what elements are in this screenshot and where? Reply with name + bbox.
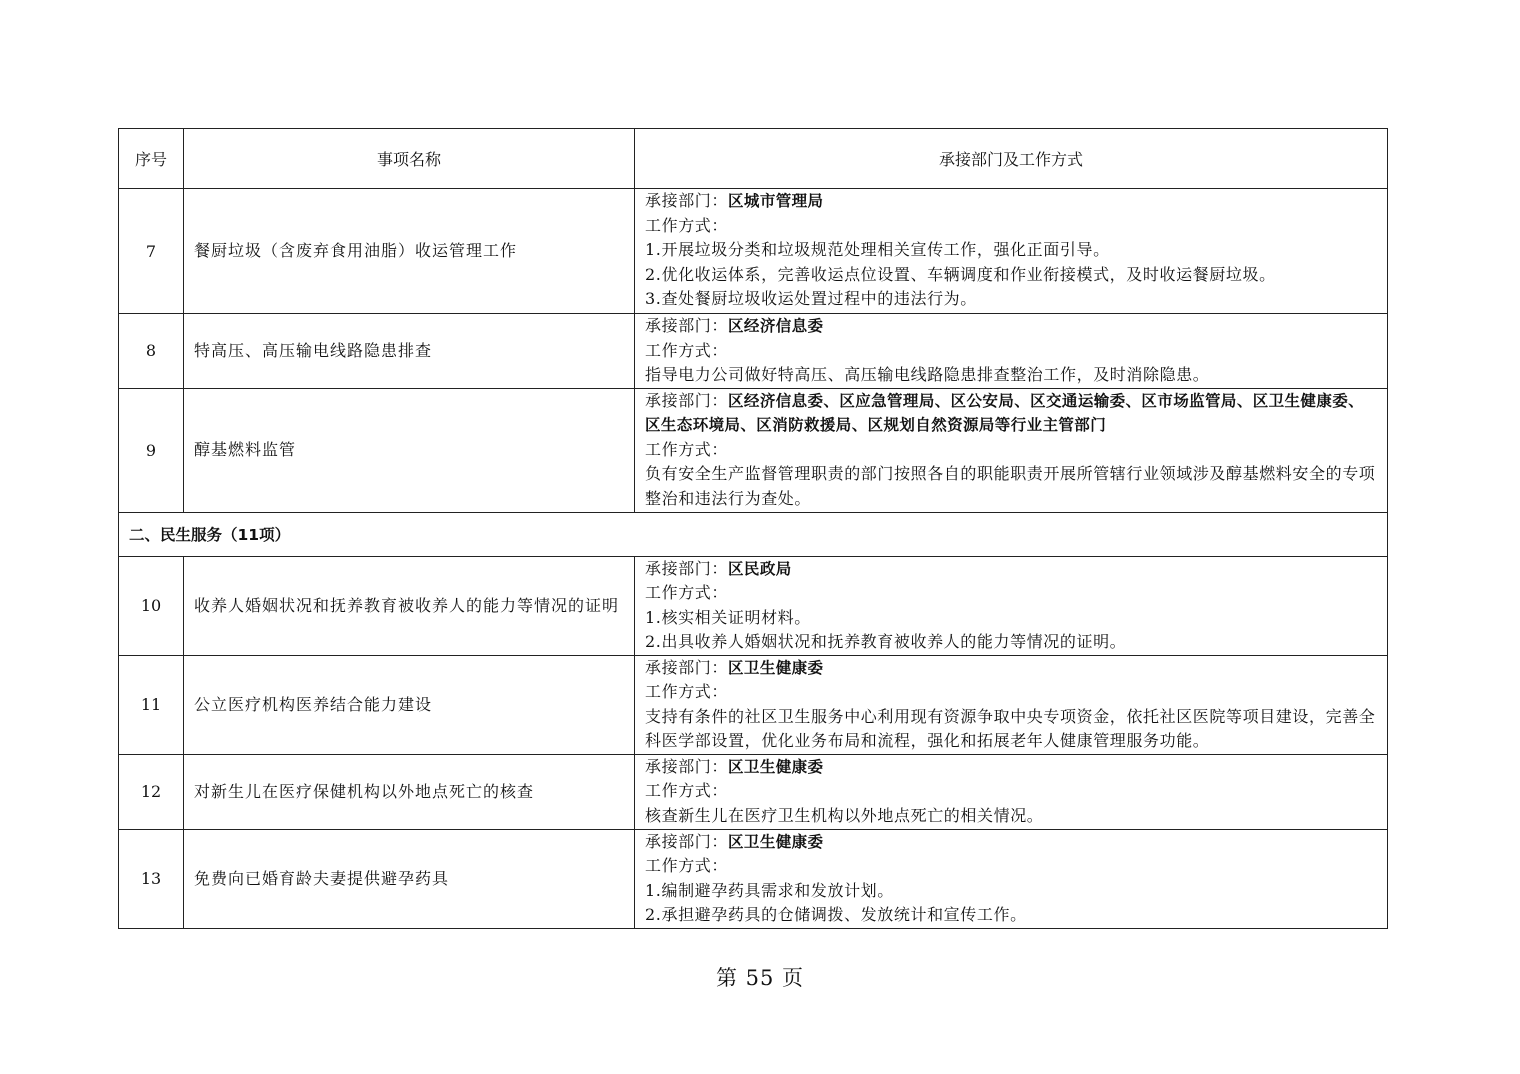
table-row xyxy=(119,314,1388,389)
row-name: 餐厨垃圾（含废弃食用油脂）收运管理工作 xyxy=(184,189,635,314)
row-seq: 8 xyxy=(119,314,184,389)
method-item: 支持有条件的社区卫生服务中心利用现有资源争取中央专项资金，依托社区医院等项目建设，完善全科医学部设置，优化业务布局和流程，强化和拓展老年人健康管理服务功能。 xyxy=(645,706,1376,750)
row-seq: 11 xyxy=(119,655,184,754)
method-item: 核查新生儿在医疗卫生机构以外地点死亡的相关情况。 xyxy=(645,805,1044,825)
method-item: 1.开展垃圾分类和垃圾规范处理相关宣传工作，强化正面引导。 xyxy=(645,240,1110,259)
method-item: 2.出具收养人婚姻状况和抚养教育被收养人的能力等情况的证明。 xyxy=(645,632,1127,651)
dept-label: 承接部门： xyxy=(645,558,729,578)
method-label: 工作方式： xyxy=(645,856,729,875)
header-dept: 承接部门及工作方式 xyxy=(635,129,1388,189)
table-row xyxy=(119,388,1388,512)
method-item: 负有安全生产监督管理职责的部门按照各自的职能职责开展所管辖行业领域涉及醇基燃料安全的专项整治和违法行为查处。 xyxy=(645,464,1376,508)
table-row xyxy=(119,189,1388,314)
dept-label: 承接部门： xyxy=(645,390,729,410)
method-item: 1.编制避孕药具需求和发放计划。 xyxy=(645,880,894,900)
dept-name: 区民政局 xyxy=(728,559,792,578)
dept-label: 承接部门： xyxy=(645,831,729,851)
method-item: 指导电力公司做好特高压、高压输电线路隐患排查整治工作，及时消除隐患。 xyxy=(645,365,1210,384)
row-seq: 10 xyxy=(119,556,184,655)
method-item: 3.查处餐厨垃圾收运处置过程中的违法行为。 xyxy=(645,289,977,308)
row-dept-method xyxy=(635,314,1388,389)
row-seq: 7 xyxy=(119,189,184,314)
table-row xyxy=(119,754,1388,829)
table-row xyxy=(119,556,1388,655)
row-dept-method xyxy=(635,829,1388,928)
method-item: 2.优化收运体系，完善收运点位设置、车辆调度和作业衔接模式，及时收运餐厨垃圾。 xyxy=(645,264,1276,284)
row-name: 收养人婚姻状况和抚养教育被收养人的能力等情况的证明 xyxy=(184,556,635,655)
row-seq: 9 xyxy=(119,388,184,512)
table-row xyxy=(119,829,1388,928)
method-item: 1.核实相关证明材料。 xyxy=(645,607,811,627)
row-name: 免费向已婚育龄夫妻提供避孕药具 xyxy=(184,829,635,928)
method-label: 工作方式： xyxy=(645,340,729,360)
page-number: 第 55 页 xyxy=(715,966,805,990)
dept-name: 区卫生健康委 xyxy=(728,658,824,677)
method-item: 2.承担避孕药具的仓储调拨、发放统计和宣传工作。 xyxy=(645,905,1027,924)
row-dept-method xyxy=(635,388,1388,512)
dept-name: 区城市管理局 xyxy=(728,192,824,210)
method-label: 工作方式： xyxy=(645,781,729,800)
row-name: 特高压、高压输电线路隐患排查 xyxy=(184,314,635,389)
method-label: 工作方式： xyxy=(645,439,729,459)
row-dept-method xyxy=(635,754,1388,829)
method-label: 工作方式： xyxy=(645,215,729,235)
row-seq: 13 xyxy=(119,829,184,928)
row-name: 公立医疗机构医养结合能力建设 xyxy=(184,655,635,754)
row-name: 醇基燃料监管 xyxy=(184,388,635,512)
dept-name: 区经济信息委 xyxy=(728,317,824,335)
row-dept-method xyxy=(635,556,1388,655)
dept-name: 区卫生健康委 xyxy=(728,757,824,776)
table-header-row xyxy=(119,129,1388,189)
header-seq: 序号 xyxy=(119,129,184,189)
dept-label: 承接部门： xyxy=(645,657,729,677)
method-label: 工作方式： xyxy=(645,682,729,701)
row-dept-method xyxy=(635,655,1388,754)
matters-table xyxy=(118,128,1388,929)
dept-label: 承接部门： xyxy=(645,756,729,776)
row-seq: 12 xyxy=(119,754,184,829)
section-row xyxy=(119,512,1388,556)
row-name: 对新生儿在医疗保健机构以外地点死亡的核查 xyxy=(184,754,635,829)
row-dept-method xyxy=(635,189,1388,314)
header-name: 事项名称 xyxy=(184,129,635,189)
dept-label: 承接部门： xyxy=(645,316,729,335)
method-label: 工作方式： xyxy=(645,583,729,602)
dept-label: 承接部门： xyxy=(645,191,729,210)
section-title: 二、民生服务（11项） xyxy=(119,512,1388,556)
table-row xyxy=(119,655,1388,754)
dept-name: 区经济信息委、区应急管理局、区公安局、区交通运输委、区市场监管局、区卫生健康委、区生态环境局、区消防救援局、区规划自然资源局等行业主管部门 xyxy=(645,391,1365,434)
dept-name: 区卫生健康委 xyxy=(728,832,824,851)
